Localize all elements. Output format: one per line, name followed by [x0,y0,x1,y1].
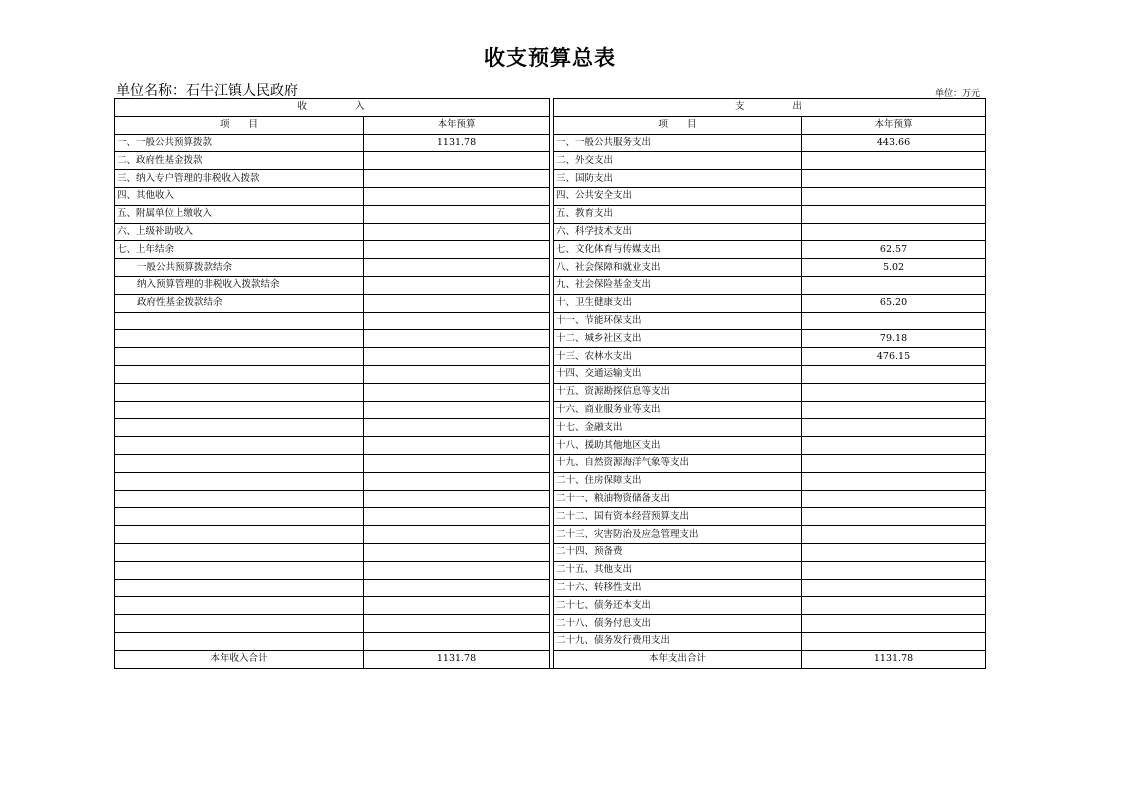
expense-value-cell: 5.02 [802,259,986,277]
income-value-cell [364,383,550,401]
expense-value-cell [802,597,986,615]
expense-value-cell [802,276,986,294]
expense-value-cell: 79.18 [802,330,986,348]
table-row [115,276,986,294]
expense-item-cell: 二十六、转移性支出 [554,579,802,597]
table-row [115,437,986,455]
table-row [115,597,986,615]
section-header-row [115,99,986,117]
income-item-cell [115,383,364,401]
expense-item-cell: 六、科学技术支出 [554,223,802,241]
page-title: 收支预算总表 [484,46,616,70]
table-row [115,134,986,152]
expense-value-cell [802,223,986,241]
expense-item-cell: 十四、交通运输支出 [554,365,802,383]
budget-summary-table [114,98,986,669]
expense-item-cell: 五、教育支出 [554,205,802,223]
income-item-cell: 一、一般公共预算拨款 [115,134,364,152]
expense-item-cell: 二十五、其他支出 [554,561,802,579]
table-row [115,579,986,597]
income-value-cell [364,419,550,437]
table-row [115,508,986,526]
income-item-cell [115,437,364,455]
income-item-cell [115,348,364,366]
expense-item-cell: 二十二、国有资本经营预算支出 [554,508,802,526]
income-value-cell [364,632,550,650]
expense-item-cell: 四、公共安全支出 [554,187,802,205]
table-row [115,152,986,170]
income-value-cell [364,205,550,223]
income-value-cell [364,526,550,544]
expense-value-cell [802,490,986,508]
income-value-cell [364,615,550,633]
table-row [115,187,986,205]
income-value-cell [364,276,550,294]
expense-item-header: 项 目 [554,116,802,134]
income-value-cell [364,259,550,277]
income-item-cell [115,579,364,597]
expense-value-cell [802,419,986,437]
expense-value-cell [802,579,986,597]
income-value-cell [364,508,550,526]
expense-item-cell: 十七、金融支出 [554,419,802,437]
table-row [115,294,986,312]
expense-budget-header: 本年预算 [802,116,986,134]
table-row [115,348,986,366]
income-value-cell [364,490,550,508]
income-value-cell [364,437,550,455]
income-value-cell [364,348,550,366]
income-value-cell [364,294,550,312]
column-header-row [115,116,986,134]
income-item-cell [115,454,364,472]
income-value-cell [364,454,550,472]
table-row [115,259,986,277]
expense-item-cell: 十五、资源勘探信息等支出 [554,383,802,401]
expense-item-cell: 七、文化体育与传媒支出 [554,241,802,259]
table-row [115,526,986,544]
income-value-cell [364,401,550,419]
expense-item-cell: 二十八、债务付息支出 [554,615,802,633]
table-row [115,490,986,508]
expense-total-value: 1131.78 [802,650,986,668]
income-budget-header: 本年预算 [364,116,550,134]
income-item-cell: 纳入预算管理的非税收入拨款结余 [115,276,364,294]
expense-value-cell [802,437,986,455]
expense-item-cell: 九、社会保险基金支出 [554,276,802,294]
income-item-cell [115,312,364,330]
income-value-cell [364,170,550,188]
income-item-cell: 政府性基金拨款结余 [115,294,364,312]
table-row [115,632,986,650]
income-value-cell [364,152,550,170]
expense-total-label: 本年支出合计 [554,650,802,668]
unit-name-label: 单位名称：石牛江镇人民政府 [116,83,298,99]
expense-value-cell [802,312,986,330]
expense-item-cell: 十六、商业服务业等支出 [554,401,802,419]
expense-item-cell: 二十一、粮油物资储备支出 [554,490,802,508]
income-value-cell [364,561,550,579]
income-item-cell: 六、上级补助收入 [115,223,364,241]
income-value-cell [364,472,550,490]
income-value-cell [364,365,550,383]
table-row [115,383,986,401]
expense-item-cell: 十三、农林水支出 [554,348,802,366]
expense-value-cell [802,615,986,633]
table-row [115,170,986,188]
income-item-cell: 二、政府性基金拨款 [115,152,364,170]
expense-item-cell: 二十三、灾害防治及应急管理支出 [554,526,802,544]
income-item-cell [115,472,364,490]
expense-item-cell: 二十七、债务还本支出 [554,597,802,615]
expense-item-cell: 二十、住房保障支出 [554,472,802,490]
income-value-cell [364,330,550,348]
income-value-cell [364,187,550,205]
income-item-cell [115,508,364,526]
income-item-cell [115,543,364,561]
expense-value-cell [802,383,986,401]
income-value-cell [364,241,550,259]
table-row [115,330,986,348]
expense-value-cell [802,454,986,472]
income-item-cell: 四、其他收入 [115,187,364,205]
expense-value-cell: 62.57 [802,241,986,259]
expense-item-cell: 十、卫生健康支出 [554,294,802,312]
income-item-cell: 七、上年结余 [115,241,364,259]
expense-value-cell [802,365,986,383]
income-item-cell [115,330,364,348]
expense-item-cell: 二十四、预备费 [554,543,802,561]
table-row [115,241,986,259]
table-row [115,419,986,437]
expense-value-cell [802,508,986,526]
expense-value-cell [802,526,986,544]
budget-table-body [115,99,986,669]
income-total-value: 1131.78 [364,650,550,668]
table-row [115,454,986,472]
table-row [115,365,986,383]
income-value-cell [364,223,550,241]
income-item-cell [115,419,364,437]
income-item-cell [115,597,364,615]
expense-item-cell: 二、外交支出 [554,152,802,170]
table-row [115,312,986,330]
income-item-cell [115,526,364,544]
table-row [115,543,986,561]
expense-item-cell: 八、社会保障和就业支出 [554,259,802,277]
expense-value-cell [802,187,986,205]
income-item-cell [115,615,364,633]
table-row [115,472,986,490]
expense-item-cell: 三、国防支出 [554,170,802,188]
expense-item-cell: 十一、节能环保支出 [554,312,802,330]
income-item-cell [115,401,364,419]
income-item-header: 项 目 [115,116,364,134]
table-row [115,205,986,223]
expense-value-cell [802,205,986,223]
income-item-cell: 一般公共预算拨款结余 [115,259,364,277]
expense-item-cell: 二十九、债务发行费用支出 [554,632,802,650]
totals-row [115,650,986,668]
expense-value-cell: 443.66 [802,134,986,152]
income-item-cell [115,561,364,579]
income-section-header: 收 入 [115,99,550,117]
income-item-cell [115,632,364,650]
expense-value-cell: 476.15 [802,348,986,366]
income-value-cell: 1131.78 [364,134,550,152]
expense-value-cell: 65.20 [802,294,986,312]
income-value-cell [364,312,550,330]
income-total-label: 本年收入合计 [115,650,364,668]
income-value-cell [364,597,550,615]
expense-value-cell [802,632,986,650]
expense-value-cell [802,152,986,170]
income-item-cell: 五、附属单位上缴收入 [115,205,364,223]
expense-item-cell: 十八、援助其他地区支出 [554,437,802,455]
expense-value-cell [802,401,986,419]
expense-value-cell [802,561,986,579]
unit-measure-label: 单位：万元 [934,89,980,99]
expense-section-header: 支 出 [554,99,986,117]
table-row [115,223,986,241]
expense-item-cell: 十二、城乡社区支出 [554,330,802,348]
income-item-cell: 三、纳入专户管理的非税收入拨款 [115,170,364,188]
expense-value-cell [802,170,986,188]
expense-value-cell [802,472,986,490]
expense-item-cell: 一、一般公共服务支出 [554,134,802,152]
income-item-cell [115,490,364,508]
income-value-cell [364,543,550,561]
income-item-cell [115,365,364,383]
expense-value-cell [802,543,986,561]
expense-item-cell: 十九、自然资源海洋气象等支出 [554,454,802,472]
table-row [115,401,986,419]
table-row [115,561,986,579]
income-value-cell [364,579,550,597]
table-row [115,615,986,633]
